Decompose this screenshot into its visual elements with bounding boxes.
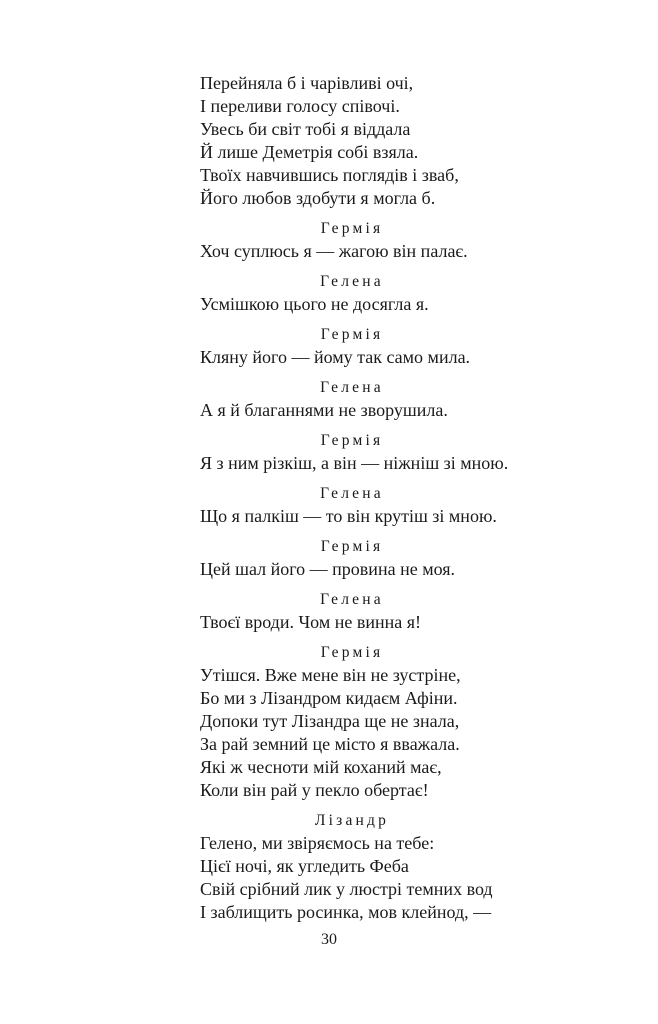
verse-line: Коли він рай у пекло обертає!	[200, 780, 429, 800]
verse-line: А я й благаннями не зворушила.	[200, 400, 448, 420]
verse-line: Увесь би світ тобі я віддала	[200, 119, 411, 139]
speaker-name: Гелена	[320, 273, 384, 290]
verse-line: Хоч суплюсь я — жагою він палає.	[200, 241, 468, 261]
verse-line: Які ж чесноти мій коханий має,	[200, 757, 442, 777]
verse-line: Утішся. Вже мене він не зустріне,	[200, 665, 461, 685]
speaker-name: Гелена	[320, 379, 384, 396]
verse-line: За рай земний це місто я вважала.	[200, 734, 460, 754]
verse-line: І заблищить росинка, мов клейнод, —	[200, 902, 492, 922]
verse-line: Усмішкою цього не досягла я.	[200, 294, 429, 314]
verse-line: Твоїх навчившись поглядів і зваб,	[200, 165, 459, 185]
speaker-name: Гермія	[320, 220, 384, 237]
speaker-name: Гермія	[320, 432, 384, 449]
speaker-name: Гелена	[320, 485, 384, 502]
verse-line: Що я палкіш — то він крутіш зі мною.	[200, 506, 497, 526]
speaker-name: Гермія	[320, 538, 384, 555]
verse-line: Цієї ночі, як угледить Феба	[200, 856, 409, 876]
text-block	[200, 72, 530, 924]
verse-line: Твоєї вроди. Чом не винна я!	[200, 612, 422, 632]
verse-line: Цей шал його — провина не моя.	[200, 559, 456, 579]
speaker-name: Гермія	[320, 326, 384, 343]
verse-line: Бо ми з Лізандром кидаєм Афіни.	[200, 688, 458, 708]
verse-line: І переливи голосу співочі.	[200, 96, 400, 116]
verse-line: Його любов здобути я могла б.	[200, 188, 436, 208]
verse-line: Допоки тут Лізандра ще не знала,	[200, 711, 460, 731]
verse-line: Свій срібний лик у люстрі темних вод	[200, 879, 493, 899]
speech	[200, 832, 530, 924]
verse-line: Я з ним різкіш, а він — ніжніш зі мною.	[200, 453, 509, 473]
page-number: 30	[321, 931, 337, 948]
verse-line: Кляну його — йому так само мила.	[200, 347, 471, 367]
verse-line: Перейняла б і чарівливі очі,	[200, 73, 414, 93]
speaker-name: Гермія	[320, 644, 384, 661]
verse-line: Гелено, ми звіряємось на тебе:	[200, 833, 435, 853]
stanza	[200, 72, 530, 210]
speaker-name: Лізандр	[314, 812, 390, 829]
speaker-name: Гелена	[320, 591, 384, 608]
speech	[200, 664, 530, 802]
verse-line: Й лише Деметрія собі взяла.	[200, 142, 419, 162]
